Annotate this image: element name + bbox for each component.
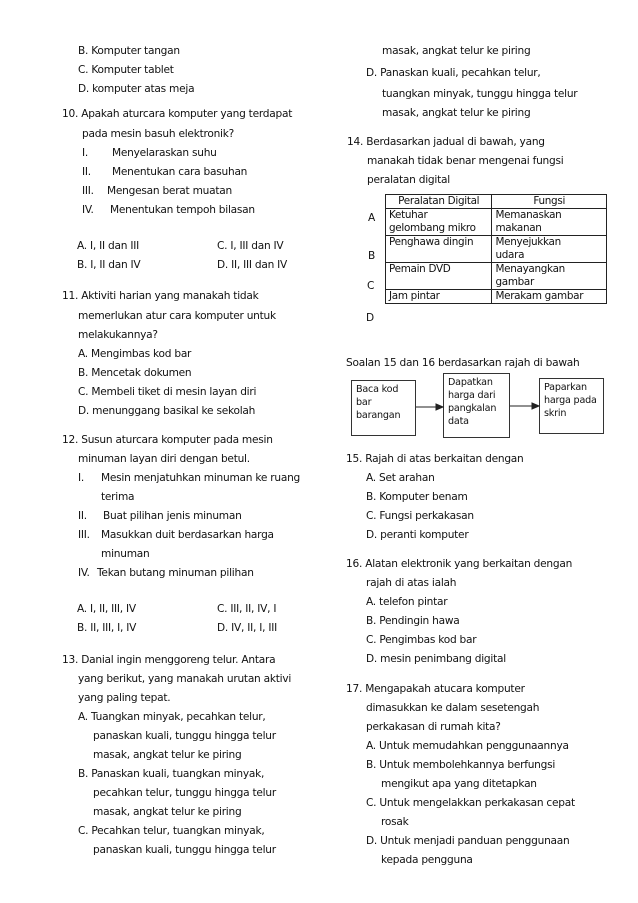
q11-stem-2: memerlukan atur cara komputer untuk bbox=[78, 310, 276, 322]
q12-item-num: III. bbox=[78, 529, 90, 541]
table-row-label: A bbox=[368, 212, 375, 224]
table-cell-device: Ketuhar gelombang mikro bbox=[386, 209, 492, 236]
table-cell-device: Pemain DVD bbox=[386, 263, 492, 290]
q10-item-num: IV. bbox=[82, 204, 94, 216]
q10-item-text: Menentukan cara basuhan bbox=[112, 166, 248, 178]
q12-item-num: IV. bbox=[78, 567, 90, 579]
q12-stem-2: minuman layan diri dengan betul. bbox=[78, 453, 250, 465]
q15-stem: 15. Rajah di atas berkaitan dengan bbox=[346, 453, 524, 465]
q16-stem-1: 16. Alatan elektronik yang berkaitan dengan bbox=[346, 558, 573, 570]
q10-item-num: II. bbox=[82, 166, 91, 178]
q13-option-d-line: masak, angkat telur ke piring bbox=[382, 107, 531, 119]
q10-item-text: Menyelaraskan suhu bbox=[112, 147, 217, 159]
q13-option-b-line: pecahkan telur, tunggu hingga telur bbox=[93, 787, 276, 799]
diagram-box-read-barcode: Baca kod bar barangan bbox=[351, 380, 416, 436]
diagram-box-display-price: Paparkan harga pada skrin bbox=[539, 378, 604, 434]
q12-option-b: B. II, III, I, IV bbox=[77, 622, 137, 634]
q17-option-d: D. Untuk menjadi panduan penggunaan bbox=[366, 835, 570, 847]
q13-option-d: D. Panaskan kuali, pecahkan telur, bbox=[366, 67, 541, 79]
q13-option-b-line: masak, angkat telur ke piring bbox=[93, 806, 242, 818]
q11-option-a: A. Mengimbas kod bar bbox=[78, 348, 192, 360]
q12-item-text: Tekan butang minuman pilihan bbox=[97, 567, 254, 579]
q12-option-a: A. I, II, III, IV bbox=[77, 603, 136, 615]
arrow-right-icon bbox=[532, 403, 539, 409]
q10-stem-2: pada mesin basuh elektronik? bbox=[82, 128, 234, 140]
arrow-right-icon bbox=[436, 404, 443, 410]
diagram-intro: Soalan 15 dan 16 berdasarkan rajah di bawah bbox=[346, 357, 580, 369]
q16-option-c: C. Pengimbas kod bar bbox=[366, 634, 477, 646]
q17-stem-3: perkakasan di rumah kita? bbox=[366, 721, 501, 733]
q13-stem-3: yang paling tepat. bbox=[78, 692, 171, 704]
q12-item-num: II. bbox=[78, 510, 87, 522]
q12-stem-1: 12. Susun aturcara komputer pada mesin bbox=[62, 434, 273, 446]
table-cell-function: Merakam gambar bbox=[492, 290, 607, 304]
q17-option-c: C. Untuk mengelakkan perkakasan cepat bbox=[366, 797, 575, 809]
q17-option-d-line: kepada pengguna bbox=[381, 854, 473, 866]
q16-option-d: D. mesin penimbang digital bbox=[366, 653, 506, 665]
q10-option-d: D. II, III dan IV bbox=[217, 259, 288, 271]
table-row-label: D bbox=[366, 312, 374, 324]
q13-option-d-line: tuangkan minyak, tunggu hingga telur bbox=[382, 88, 578, 100]
q13-option-a-line: masak, angkat telur ke piring bbox=[93, 749, 242, 761]
q15-option-d: D. peranti komputer bbox=[366, 529, 469, 541]
q17-option-a: A. Untuk memudahkan penggunaannya bbox=[366, 740, 569, 752]
table-header-function: Fungsi bbox=[492, 195, 607, 209]
q11-option-c: C. Membeli tiket di mesin layan diri bbox=[78, 386, 257, 398]
table-row-label: B bbox=[368, 250, 376, 262]
q10-stem-1: 10. Apakah aturcara komputer yang terdapat bbox=[62, 108, 293, 120]
table-row-label: C bbox=[367, 280, 375, 292]
q16-option-b: B. Pendingin hawa bbox=[366, 615, 460, 627]
q13-option-c: C. Pecahkan telur, tuangkan minyak, bbox=[78, 825, 265, 837]
q13-option-c-line: panaskan kuali, tunggu hingga telur bbox=[93, 844, 276, 856]
q13-option-a: A. Tuangkan minyak, pecahkan telur, bbox=[78, 711, 266, 723]
q15-option-c: C. Fungsi perkakasan bbox=[366, 510, 474, 522]
table-header-device: Peralatan Digital bbox=[386, 195, 492, 209]
q10-option-c: C. I, III dan IV bbox=[217, 240, 284, 252]
q10-item-text: Mengesan berat muatan bbox=[107, 185, 232, 197]
table-cell-device: Penghawa dingin bbox=[386, 236, 492, 263]
diagram-box-get-price: Dapatkan harga dari pangkalan data bbox=[443, 373, 510, 438]
q10-item-text: Menentukan tempoh bilasan bbox=[110, 204, 255, 216]
q10-item-num: III. bbox=[82, 185, 94, 197]
q11-stem-1: 11. Aktiviti harian yang manakah tidak bbox=[62, 290, 259, 302]
q14-stem-1: 14. Berdasarkan jadual di bawah, yang bbox=[347, 136, 545, 148]
q16-stem-2: rajah di atas ialah bbox=[366, 577, 457, 589]
q11-option-d: D. menunggang basikal ke sekolah bbox=[78, 405, 256, 417]
q10-option-b: B. I, II dan IV bbox=[77, 259, 141, 271]
q12-item-text: Buat pilihan jenis minuman bbox=[103, 510, 242, 522]
q12-item-num: I. bbox=[78, 472, 84, 484]
q17-option-b: B. Untuk membolehkannya berfungsi bbox=[366, 759, 556, 771]
table-cell-device: Jam pintar bbox=[386, 290, 492, 304]
q17-stem-2: dimasukkan ke dalam sesetengah bbox=[366, 702, 540, 714]
q9-option-b: B. Komputer tangan bbox=[78, 45, 180, 57]
q14-stem-2: manakah tidak benar mengenai fungsi bbox=[367, 155, 564, 167]
q9-option-d: D. komputer atas meja bbox=[78, 83, 195, 95]
table-cell-function: Menyejukkan udara bbox=[492, 236, 607, 263]
q12-option-c: C. III, II, IV, I bbox=[217, 603, 277, 615]
q15-option-b: B. Komputer benam bbox=[366, 491, 468, 503]
q13-option-a-line: panaskan kuali, tunggu hingga telur bbox=[93, 730, 276, 742]
q10-option-a: A. I, II dan III bbox=[77, 240, 139, 252]
q12-item-text: minuman bbox=[101, 548, 150, 560]
table-cell-function: Menayangkan gambar bbox=[492, 263, 607, 290]
q13-stem-2: yang berikut, yang manakah urutan aktivi bbox=[78, 673, 292, 685]
q12-item-text: Mesin menjatuhkan minuman ke ruang bbox=[101, 472, 301, 484]
q11-option-b: B. Mencetak dokumen bbox=[78, 367, 192, 379]
q13-option-c-line: masak, angkat telur ke piring bbox=[382, 45, 531, 57]
q9-option-c: C. Komputer tablet bbox=[78, 64, 174, 76]
q17-option-c-line: rosak bbox=[381, 816, 409, 828]
q11-stem-3: melakukannya? bbox=[78, 329, 158, 341]
table-cell-function: Memanaskan makanan bbox=[492, 209, 607, 236]
q16-option-a: A. telefon pintar bbox=[366, 596, 448, 608]
q17-stem-1: 17. Mengapakah atucara komputer bbox=[346, 683, 525, 695]
q10-item-num: I. bbox=[82, 147, 88, 159]
q15-option-a: A. Set arahan bbox=[366, 472, 435, 484]
q13-option-b: B. Panaskan kuali, tuangkan minyak, bbox=[78, 768, 265, 780]
q14-stem-3: peralatan digital bbox=[367, 174, 450, 186]
q12-option-d: D. IV, II, I, III bbox=[217, 622, 277, 634]
q17-option-b-line: mengikut apa yang ditetapkan bbox=[381, 778, 537, 790]
q12-item-text: terima bbox=[101, 491, 135, 503]
q12-item-text: Masukkan duit berdasarkan harga bbox=[101, 529, 274, 541]
q13-stem-1: 13. Danial ingin menggoreng telur. Antara bbox=[62, 654, 276, 666]
